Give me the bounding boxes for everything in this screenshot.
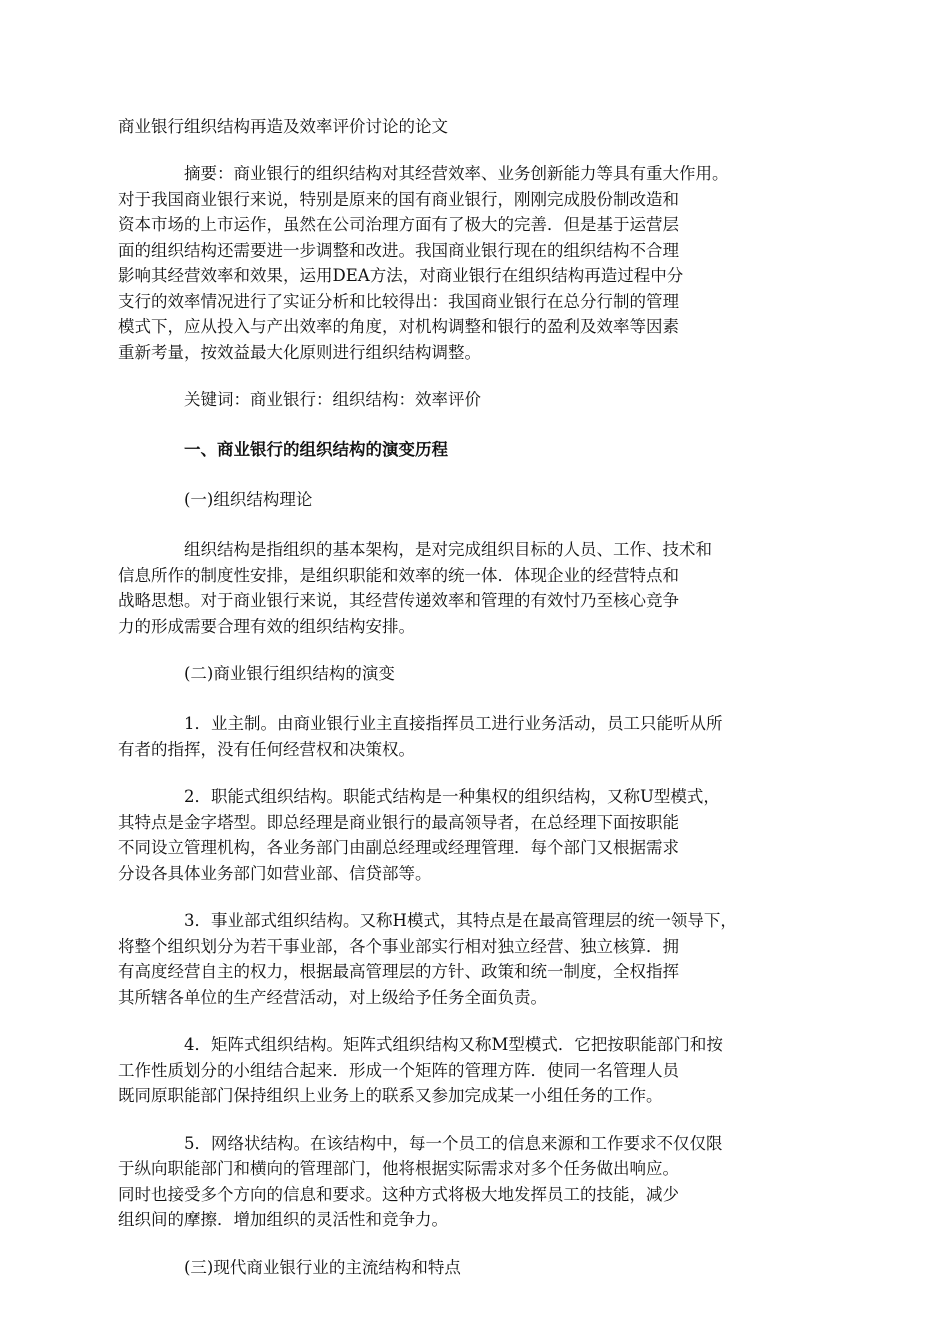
text-line: 资本市场的上市运作，虽然在公司治理方面有了极大的完善．但是基于运营层 [118,215,679,234]
text-line: 分设各具体业务部门如营业部、信贷部等。 [118,863,432,883]
text-line: 支行的效率情况进行了实证分析和比较得出：我国商业银行在总分行制的管理 [118,291,679,311]
text-line: 4．矩阵式组织结构。矩阵式组织结构又称M型模式．它把按职能部门和按 [184,1035,723,1054]
text-line: 同时也接受多个方向的信息和要求。这种方式将极大地发挥员工的技能，减少 [118,1184,679,1204]
text-line: 有高度经营自主的权力，根据最高管理层的方针、政策和统一制度，全权指挥 [118,962,679,981]
list-item [118,908,818,1010]
body-paragraph [118,537,818,639]
text-line: 组织间的摩擦．增加组织的灵活性和竞争力。 [118,1210,448,1229]
text-line: 对于我国商业银行来说，特别是原来的国有商业银行，刚刚完成股份制改造和 [118,189,679,209]
text-line: 重新考量，按效益最大化原则进行组织结构调整。 [118,342,481,362]
text-line: 1．业主制。由商业银行业主直接指挥员工进行业务活动，员工只能听从所 [184,714,723,733]
text-line: 工作性质划分的小组结合起来．形成一个矩阵的管理方阵．使同一名管理人员 [118,1060,679,1080]
keywords-line: 关键词：商业银行：组织结构：效率评价 [184,390,481,409]
text-line: 将整个组织划分为若干事业部，各个事业部实行相对独立经营、独立核算．拥 [118,936,679,956]
subsection-heading: (三)现代商业银行业的主流结构和特点 [184,1257,461,1277]
text-line: 战略思想。对于商业银行来说，其经营传递效率和管理的有效忖乃至核心竞争 [118,591,679,610]
text-line: 面的组织结构还需要进一步调整和改进。我国商业银行现在的组织结构不合理 [118,240,679,260]
text-line: 其特点是金字塔型。即总经理是商业银行的最高领导者，在总经理下面按职能 [118,812,679,832]
text-line: 2．职能式组织结构。职能式结构是一种集权的组织结构，又称U型模式， [184,787,720,806]
text-line: 有者的指挥，没有任何经营权和决策权。 [118,739,415,759]
text-line: 影响其经营效率和效果，运用DEA方法，对商业银行在组织结构再造过程中分 [118,266,684,285]
subsection-heading: (二)商业银行组织结构的演变 [184,664,395,683]
list-item [118,784,818,886]
text-line: 摘要：商业银行的组织结构对其经营效率、业务创新能力等具有重大作用。 [184,164,729,183]
text-line: 力的形成需要合理有效的组织结构安排。 [118,616,415,636]
text-line: 信息所作的制度性安排，是组织职能和效率的统一体．体现企业的经营特点和 [118,565,679,585]
text-line: 其所辖各单位的生产经营活动，对上级给予任务全面负责。 [118,987,547,1007]
document-title: 商业银行组织结构再造及效率评价讨论的论文 [118,117,448,136]
text-line: 于纵向职能部门和横向的管理部门，他将根据实际需求对多个任务做出响应。 [118,1159,679,1178]
list-item [118,1032,818,1109]
text-line: 5．网络状结构。在该结构中，每一个员工的信息来源和工作要求不仅仅限 [184,1133,723,1153]
list-item [118,711,818,762]
text-line: 模式下，应从投入与产出效率的角度，对机构调整和银行的盈利及效率等因素 [118,317,679,336]
document-page [118,114,818,1305]
abstract-paragraph [118,161,818,365]
text-line: 组织结构是指组织的基本架构，是对完成组织目标的人员、工作、技术和 [184,540,712,559]
text-line: 3．事业部式组织结构。又称H模式，其特点是在最高管理层的统一领导下， [184,911,737,930]
subsection-heading: (一)组织结构理论 [184,490,313,509]
list-item [118,1131,818,1233]
text-line: 既同原职能部门保持组织上业务上的联系又参加完成某一小组任务的工作。 [118,1086,663,1105]
text-line: 不同设立管理机构，各业务部门由副总经理或经理管理．每个部门又根据需求 [118,838,679,857]
section-heading: 一、商业银行的组织结构的演变历程 [184,440,448,459]
